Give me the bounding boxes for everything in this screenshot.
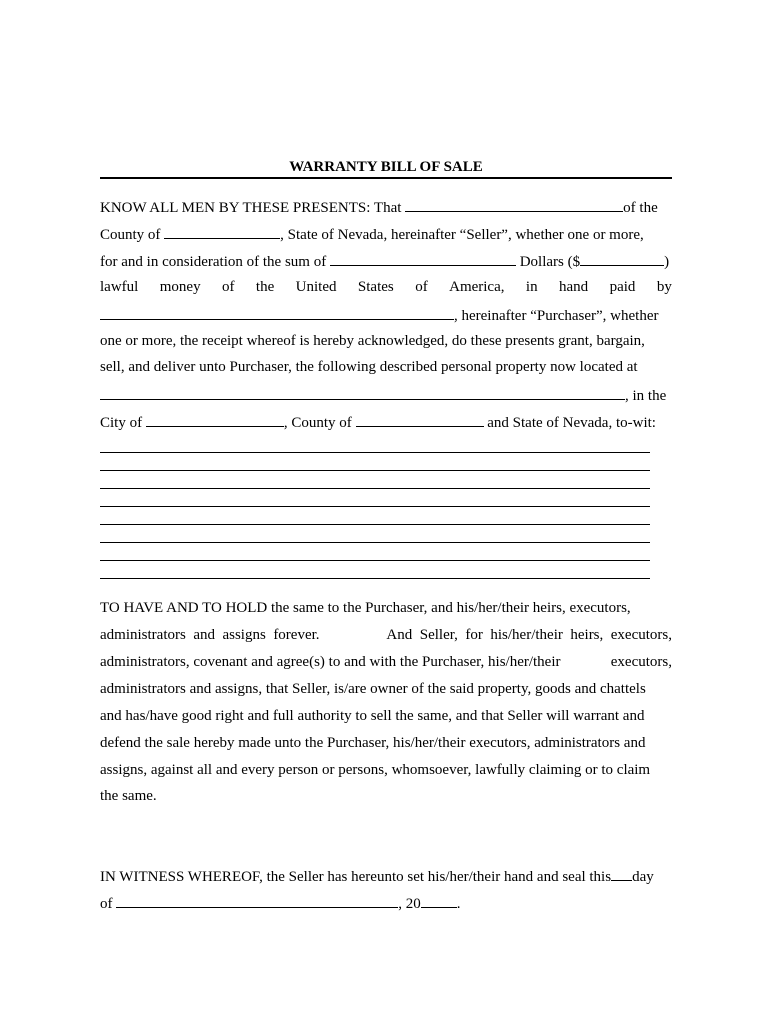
year-field[interactable]	[421, 892, 457, 908]
p2-line-1	[100, 598, 672, 618]
month-field[interactable]	[116, 892, 398, 908]
p2-line-4	[100, 679, 672, 699]
p3-l2-text-b: , 20	[398, 896, 421, 912]
seller-name-field[interactable]	[405, 196, 623, 212]
p1-l4-word: in	[525, 279, 538, 295]
p1-l4-word: America,	[449, 279, 505, 295]
p2-l5-text: and has/have good right and full authority to sell the same, and that Seller will warrant and	[100, 708, 645, 724]
p2-line-6	[100, 733, 672, 753]
p1-l3-text-c: )	[664, 254, 670, 270]
property-description-line-3[interactable]	[100, 488, 650, 489]
p1-line-6	[100, 331, 672, 351]
title-underline	[100, 177, 672, 179]
p2-l3-text-a: administrators, covenant and agree(s) to and with the Purchaser, his/her/their	[100, 654, 561, 670]
seller-county-field[interactable]	[164, 223, 280, 239]
p1-l4-word: lawful	[100, 279, 139, 295]
p2-l4-text: administrators and assigns, that Seller, is/are owner of the said property, goods and chattels	[100, 681, 646, 697]
property-description-line-4[interactable]	[100, 506, 650, 507]
p1-line-2	[100, 223, 672, 243]
p2-l6-text: defend the sale hereby made unto the Purchaser, his/her/their executors, administrators and	[100, 735, 646, 751]
p1-l6-text: one or more, the receipt whereof is hereby acknowledged, do these presents grant, bargain,	[100, 333, 645, 349]
p3-line-2	[100, 892, 672, 912]
p1-line-9	[100, 411, 672, 431]
day-field[interactable]	[611, 865, 632, 881]
p3-l1-text-a: IN WITNESS WHEREOF, the Seller has hereunto set his/her/their hand and seal this	[100, 869, 612, 885]
p3-l2-text-c: .	[456, 896, 461, 912]
p2-l1-text: TO HAVE AND TO HOLD the same to the Purchaser, and his/her/their heirs, executors,	[100, 600, 631, 616]
p1-l1-text-a: KNOW ALL MEN BY THESE PRESENTS: That	[100, 200, 406, 216]
p2-l8-text: the same.	[100, 788, 157, 804]
p2-l2-text-b: And Seller, for his/her/their heirs, executors,	[386, 627, 672, 643]
p2-l7-text: assigns, against all and every person or persons, whomsoever, lawfully claiming or to claim	[100, 762, 651, 778]
p1-l4-word: States	[357, 279, 394, 295]
p3-line-1	[100, 865, 672, 885]
p1-line-7	[100, 357, 672, 377]
p3-l1-text-b: day	[632, 869, 654, 885]
p1-l9-text-b: , County of	[283, 415, 356, 431]
p1-l4-word: hand	[559, 279, 589, 295]
p3-l2-text-a: of	[100, 896, 117, 912]
p1-l2-text-b: , State of Nevada, hereinafter “Seller”, whether one or more,	[280, 227, 644, 243]
p2-line-8	[100, 786, 672, 806]
p1-l8-text-b: , in the	[625, 388, 667, 404]
p1-line-4	[100, 277, 672, 297]
p1-l3-text-a: for and in consideration of the sum of	[100, 254, 330, 270]
city-field[interactable]	[146, 411, 284, 427]
p1-line-5	[100, 304, 672, 324]
p1-l2-text-a: County of	[100, 227, 165, 243]
property-description-line-7[interactable]	[100, 560, 650, 561]
p1-l4-word: by	[656, 279, 672, 295]
p2-l2-text-a: administrators and assigns forever.	[100, 627, 320, 643]
p2-line-7	[100, 760, 672, 780]
p1-l4-word: the	[255, 279, 275, 295]
p2-line-5	[100, 706, 672, 726]
purchaser-name-field[interactable]	[100, 304, 454, 320]
property-description-line-6[interactable]	[100, 542, 650, 543]
p1-line-1	[100, 196, 672, 216]
property-location-field[interactable]	[100, 384, 625, 400]
property-description-line-5[interactable]	[100, 524, 650, 525]
sum-words-field[interactable]	[330, 250, 516, 266]
p1-l4-word: money	[159, 279, 201, 295]
p1-l9-text-c: and State of Nevada, to-wit:	[483, 415, 656, 431]
p2-line-3	[100, 652, 672, 672]
p2-line-2	[100, 625, 672, 645]
p1-l4-word: of	[415, 279, 428, 295]
sum-amount-field[interactable]	[580, 250, 664, 266]
document-title: WARRANTY BILL OF SALE	[289, 159, 483, 175]
p1-line-8	[100, 384, 672, 404]
p1-l5-text-b: , hereinafter “Purchaser”, whether	[454, 308, 659, 324]
property-description-line-1[interactable]	[100, 452, 650, 453]
p1-l4-word: paid	[609, 279, 636, 295]
p1-l4-word: of	[222, 279, 235, 295]
p2-l3-text-b: executors,	[610, 654, 672, 670]
p1-l7-text: sell, and deliver unto Purchaser, the following described personal property now located at	[100, 359, 638, 375]
property-description-line-2[interactable]	[100, 470, 650, 471]
p1-l4-word: United	[295, 279, 337, 295]
p1-l9-text-a: City of	[100, 415, 146, 431]
property-description-line-8[interactable]	[100, 578, 650, 579]
p1-l1-text-b: of the	[623, 200, 658, 216]
p1-l3-text-b: Dollars ($	[515, 254, 581, 270]
p1-line-3	[100, 250, 672, 270]
county-field[interactable]	[356, 411, 484, 427]
